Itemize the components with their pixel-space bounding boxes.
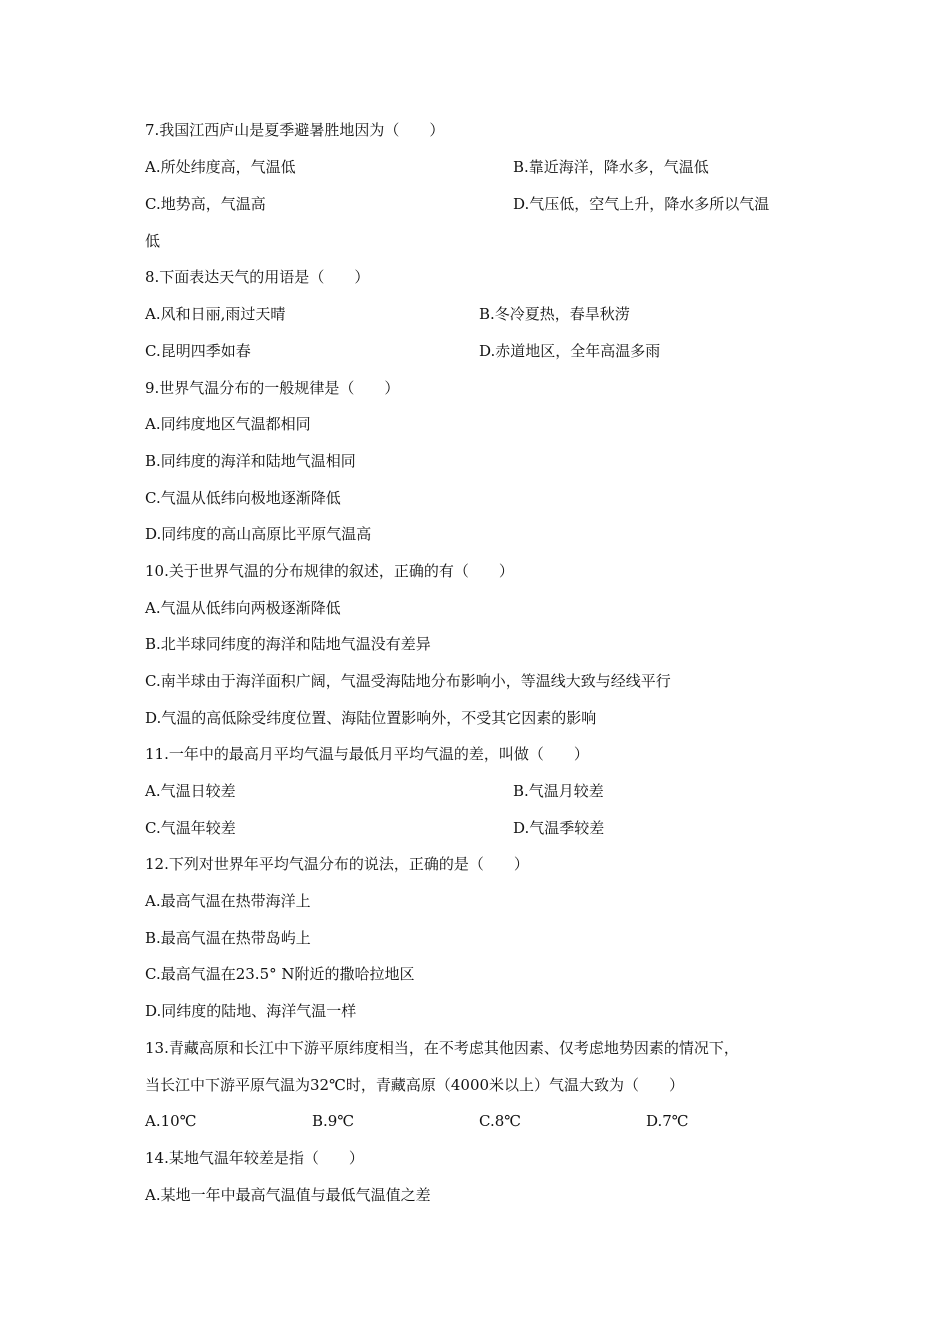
question-7-option-d-continued: 低 — [145, 232, 161, 250]
question-7-option-b: B.靠近海洋，降水多，气温低 — [513, 158, 709, 176]
question-7-stem: 7.我国江西庐山是夏季避暑胜地因为（ ） — [145, 121, 445, 139]
question-9-stem: 9.世界气温分布的一般规律是（ ） — [145, 379, 400, 397]
question-13-stem-continued: 当长江中下游平原气温为32℃时，青藏高原（4000米以上）气温大致为（ ） — [145, 1076, 685, 1094]
question-13-option-c: C.8℃ — [479, 1112, 522, 1130]
question-12-stem: 12.下列对世界年平均气温分布的说法，正确的是（ ） — [145, 855, 529, 873]
question-8-option-d: D.赤道地区，全年高温多雨 — [479, 342, 661, 360]
question-11-option-d: D.气温季较差 — [513, 819, 605, 837]
question-7-option-a: A.所处纬度高，气温低 — [145, 158, 296, 176]
question-14-stem: 14.某地气温年较差是指（ ） — [145, 1149, 364, 1167]
question-13-option-d: D.7℃ — [646, 1112, 689, 1130]
question-10-option-c: C.南半球由于海洋面积广阔，气温受海陆地分布影响小，等温线大致与经线平行 — [145, 672, 671, 690]
question-14-option-a: A.某地一年中最高气温值与最低气温值之差 — [145, 1186, 431, 1204]
question-12-option-a: A.最高气温在热带海洋上 — [145, 892, 311, 910]
question-10-option-a: A.气温从低纬向两极逐渐降低 — [145, 599, 341, 617]
question-11-option-a: A.气温日较差 — [145, 782, 236, 800]
question-13-option-a: A.10℃ — [145, 1112, 197, 1130]
question-8-option-b: B.冬冷夏热，春旱秋涝 — [479, 305, 630, 323]
question-13-stem: 13.青藏高原和长江中下游平原纬度相当，在不考虑其他因素、仅考虑地势因素的情况下， — [145, 1039, 739, 1057]
question-10-option-d: D.气温的高低除受纬度位置、海陆位置影响外，不受其它因素的影响 — [145, 709, 597, 727]
question-11-option-b: B.气温月较差 — [513, 782, 604, 800]
question-9-option-c: C.气温从低纬向极地逐渐降低 — [145, 489, 341, 507]
question-11-stem: 11.一年中的最高月平均气温与最低月平均气温的差，叫做（ ） — [145, 745, 589, 763]
question-9-option-d: D.同纬度的高山高原比平原气温高 — [145, 525, 372, 543]
question-11-option-c: C.气温年较差 — [145, 819, 236, 837]
question-8-stem: 8.下面表达天气的用语是（ ） — [145, 268, 370, 286]
question-8-option-c: C.昆明四季如春 — [145, 342, 251, 360]
question-10-stem: 10.关于世界气温的分布规律的叙述，正确的有（ ） — [145, 562, 514, 580]
question-12-option-b: B.最高气温在热带岛屿上 — [145, 929, 311, 947]
question-8-option-a: A.风和日丽,雨过天晴 — [145, 305, 286, 323]
question-9-option-a: A.同纬度地区气温都相同 — [145, 415, 311, 433]
question-13-option-b: B.9℃ — [312, 1112, 355, 1130]
question-9-option-b: B.同纬度的海洋和陆地气温相同 — [145, 452, 356, 470]
question-12-option-c: C.最高气温在23.5° N附近的撒哈拉地区 — [145, 965, 415, 983]
question-12-option-d: D.同纬度的陆地、海洋气温一样 — [145, 1002, 357, 1020]
question-10-option-b: B.北半球同纬度的海洋和陆地气温没有差异 — [145, 635, 431, 653]
question-7-option-d: D.气压低，空气上升，降水多所以气温 — [513, 195, 770, 213]
question-7-option-c: C.地势高，气温高 — [145, 195, 266, 213]
